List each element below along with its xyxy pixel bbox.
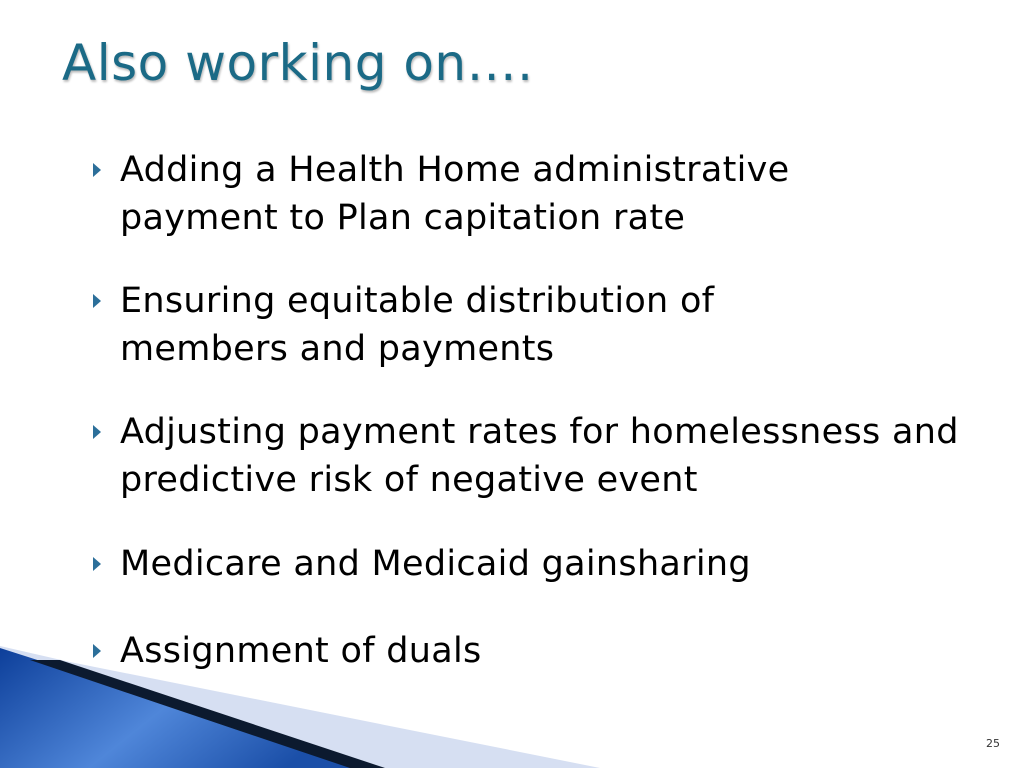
bullet-text: Adjusting payment rates for homelessness and predictive risk of negative event [120, 412, 959, 500]
bullet-text: Medicare and Medicaid gainsharing [120, 544, 751, 584]
page-number: 25 [986, 737, 1000, 750]
slide-title: Also working on…. [62, 34, 534, 92]
bullet-text: Assignment of duals [120, 631, 482, 671]
bullet-text: Adding a Health Home administrative payment to Plan capitation rate [120, 150, 790, 238]
bullet-text: Ensuring equitable distribution of members and payments [120, 281, 715, 369]
